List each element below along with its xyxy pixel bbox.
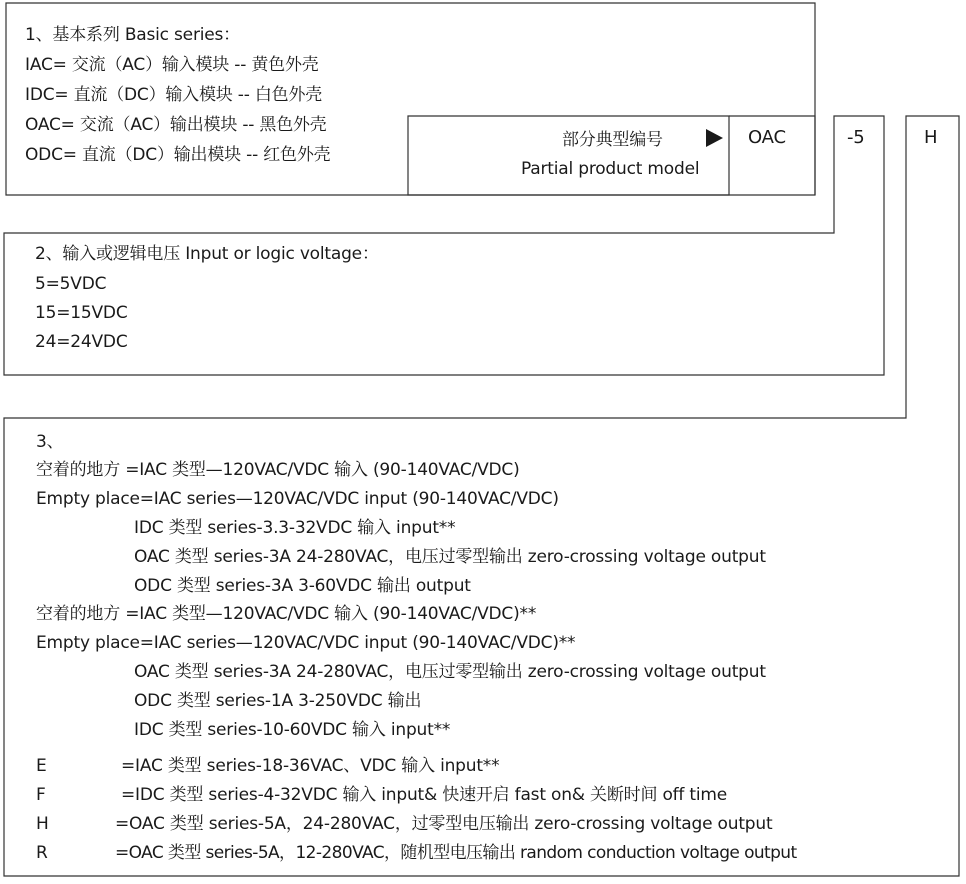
code-h: H: [36, 814, 49, 834]
section3-line: Empty place=IAC series—120VAC/VDC input (90-140VAC/VDC)**: [36, 633, 576, 653]
model-part-output: H: [924, 127, 938, 148]
section3-line: IDC 类型 series-3.3-32VDC 输入 input**: [134, 518, 456, 538]
code-f-desc: =IDC 类型 series-4-32VDC 输入 input& 快速开启 fast on& 关断时间 off time: [121, 785, 728, 805]
code-h-desc: =OAC 类型 series-5A，24-280VAC，过零型电压输出 zero-crossing voltage output: [115, 814, 773, 834]
section3-line: OAC 类型 series-3A 24-280VAC，电压过零型输出 zero-crossing voltage output: [134, 547, 766, 567]
arrow-right-icon: [706, 129, 723, 147]
section1-item-iac: IAC= 交流（AC）输入模块 -- 黄色外壳: [25, 55, 319, 75]
section2-item-24: 24=24VDC: [35, 332, 128, 352]
code-e: E: [36, 756, 47, 776]
section3-line: 空着的地方 =IAC 类型—120VAC/VDC 输入 (90-140VAC/VDC): [36, 460, 520, 480]
code-r: R: [36, 843, 48, 863]
section1-item-idc: IDC= 直流（DC）输入模块 -- 白色外壳: [25, 85, 323, 105]
section2-item-15: 15=15VDC: [35, 303, 128, 323]
model-label-en: Partial product model: [521, 159, 700, 179]
section3-line: ODC 类型 series-1A 3-250VDC 输出: [134, 691, 422, 711]
section3-line: IDC 类型 series-10-60VDC 输入 input**: [134, 720, 451, 740]
section1-title: 1、基本系列 Basic series：: [25, 25, 240, 45]
section1-item-oac: OAC= 交流（AC）输出模块 -- 黑色外壳: [25, 115, 327, 135]
section1-item-odc: ODC= 直流（DC）输出模块 -- 红色外壳: [25, 145, 331, 165]
code-f: F: [36, 785, 46, 805]
section2-title: 2、输入或逻辑电压 Input or logic voltage：: [35, 244, 379, 264]
section2-item-5: 5=5VDC: [35, 274, 107, 294]
model-part-voltage: -5: [847, 127, 865, 148]
code-r-desc: =OAC 类型 series-5A，12-280VAC，随机型电压输出 random conduction voltage output: [115, 843, 797, 863]
model-part-oac: OAC: [748, 127, 786, 148]
section3-title: 3、: [36, 432, 64, 452]
section3-line: OAC 类型 series-3A 24-280VAC，电压过零型输出 zero-crossing voltage output: [134, 662, 766, 682]
code-e-desc: =IAC 类型 series-18-36VAC、VDC 输入 input**: [121, 756, 500, 776]
model-label-cn: 部分典型编号: [562, 130, 663, 150]
section3-line: ODC 类型 series-3A 3-60VDC 输出 output: [134, 576, 471, 596]
section3-line: 空着的地方 =IAC 类型—120VAC/VDC 输入 (90-140VAC/VDC)**: [36, 604, 537, 624]
section3-line: Empty place=IAC series—120VAC/VDC input (90-140VAC/VDC): [36, 489, 559, 509]
model-label-box: [408, 116, 729, 195]
